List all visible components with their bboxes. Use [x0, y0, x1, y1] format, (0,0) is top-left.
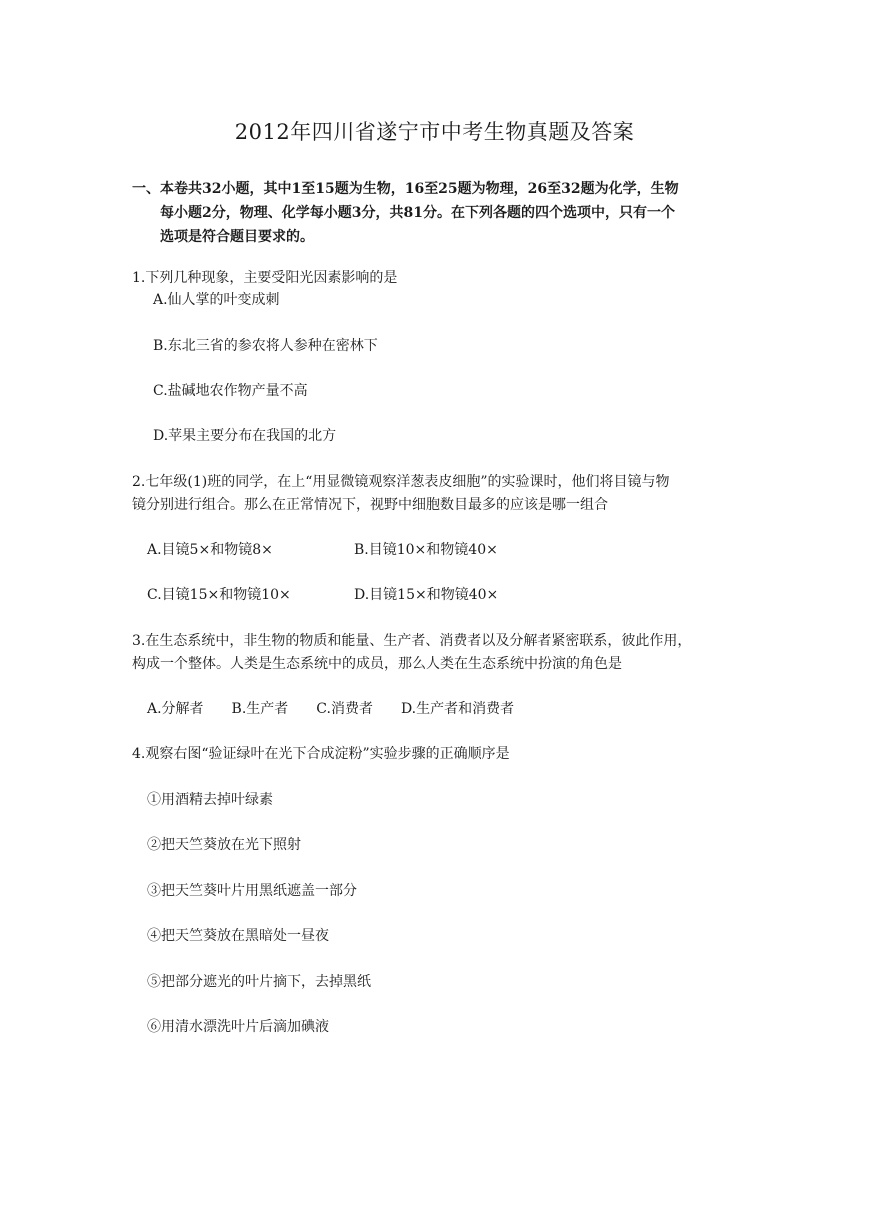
question-4-step-4: ④把天竺葵放在黑暗处一昼夜 — [147, 928, 329, 944]
question-2-option-b: B.目镜10×和物镜40× — [354, 542, 498, 558]
question-4-stem: 4.观察右图“验证绿叶在光下合成淀粉”实验步骤的正确顺序是 — [132, 746, 510, 762]
instruction-line: 选项是符合题目要求的。 — [160, 229, 314, 245]
question-1-option-d: D.苹果主要分布在我国的北方 — [153, 428, 337, 444]
question-4-step-6: ⑥用清水漂洗叶片后滴加碘液 — [147, 1019, 329, 1035]
question-2-stem-line2: 镜分别进行组合。那么在正常情况下，视野中细胞数目最多的应该是哪一组合 — [132, 497, 608, 513]
question-3-stem-line2: 构成一个整体。人类是生态系统中的成员，那么人类在生态系统中扮演的角色是 — [132, 656, 622, 672]
question-2-option-c: C.目镜15×和物镜10× — [147, 587, 291, 603]
question-3-options: A.分解者 B.生产者 C.消费者 D.生产者和消费者 — [147, 701, 515, 717]
question-4-step-2: ②把天竺葵放在光下照射 — [147, 837, 301, 853]
instruction-line: 每小题2分，物理、化学每小题3分，共81分。在下列各题的四个选项中，只有一个 — [160, 205, 675, 221]
question-4-step-1: ①用酒精去掉叶绿素 — [147, 792, 273, 808]
question-4-step-5: ⑤把部分遮光的叶片摘下，去掉黑纸 — [147, 974, 371, 990]
instruction-line: 一、本卷共32小题，其中1至15题为生物，16至25题为物理，26至32题为化学，生物 — [132, 181, 679, 197]
page-title: 2012年四川省遂宁市中考生物真题及答案 — [234, 120, 635, 144]
question-3-stem-line1: 3.在生态系统中，非生物的物质和能量、生产者、消费者以及分解者紧密联系，彼此作用， — [132, 633, 692, 649]
question-2-option-d: D.目镜15×和物镜40× — [354, 587, 499, 603]
question-1-option-b: B.东北三省的参农将人参种在密林下 — [153, 338, 378, 354]
question-1-option-c: C.盐碱地农作物产量不高 — [153, 383, 308, 399]
question-1-stem: 1.下列几种现象，主要受阳光因素影响的是 — [132, 270, 398, 286]
question-2-option-a: A.目镜5×和物镜8× — [147, 542, 273, 558]
section-instructions — [132, 177, 744, 249]
question-1-option-a: A.仙人掌的叶变成刺 — [153, 292, 280, 308]
question-2-stem-line1: 2.七年级(1)班的同学，在上“用显微镜观察洋葱表皮细胞”的实验课时，他们将目镜与物 — [132, 474, 670, 490]
question-4-step-3: ③把天竺葵叶片用黑纸遮盖一部分 — [147, 883, 357, 899]
